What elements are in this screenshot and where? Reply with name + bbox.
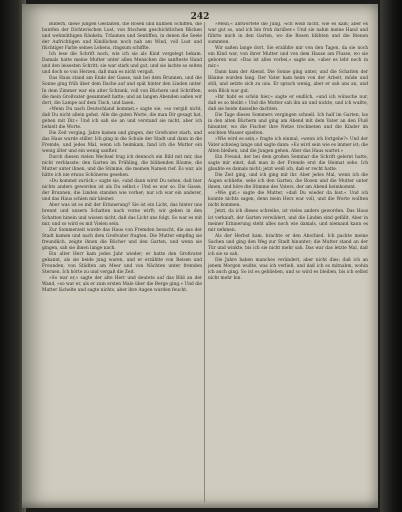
- page-bottom-shadow: [22, 500, 378, 508]
- paragraph: »Wenn Du nach Deutschland kommst,« sagte sie, »so vergiß nicht, daß Du nicht allein gehst. Alle die guten Worte, die man Dir gesagt hat, gehen mit Dir.« Und ich sah sie an und verstand sie nicht, aber ich behielt die Worte.: [42, 106, 202, 130]
- paragraph: Die Jahre haben manches verändert, aber nicht dies: daß ich an jenem Morgen wußte, was ich verließ, und daß ich es mitnahm, wohin ich auch ging. So ist es geblieben, und so wird es bleiben, bis ich selbst nicht mehr bin.: [208, 257, 368, 281]
- paragraph: Die Zeit ging, und ich ging mit ihr. Aber jedes Mal, wenn ich die Augen schließe, sehe ich den Garten, die Rosen und die Mutter unter ihnen, und höre die Stimme des Vaters, der am Abend heimkommt.: [208, 173, 368, 191]
- paragraph: Ein Freund, der bei dem großen Seminar die Schrift gelernt hatte, sagte mir einst, daß man in der Fremde erst die Heimat sehe. Ich glaubte es damals nicht; jetzt weiß ich, daß er recht hatte.: [208, 155, 368, 173]
- paragraph: Aber was ist es mit der Erinnerung? Sie ist ein Licht, das hinter uns brennt und unsern Schatten nach vorne wirft; wir gehen in den Schatten hinein und wissen nicht, daß das Licht uns folgt. So war es mit mir, und so wird es mit Vielen sein.: [42, 203, 202, 227]
- paragraph: Jetzt, da ich dieses schreibe, ist vieles anders geworden. Das Haus ist verkauft, der Garten verwildert, und die Linden sind gefällt. Aber in meiner Erinnerung steht alles noch wie damals, und niemand kann es mir nehmen.: [208, 209, 368, 233]
- paragraph: »Wie wird es sein,« fragte ich einmal, »wenn ich fortgehe?« Und der Vater schwieg lange und sagte dann: »Es wird sein wie es immer ist; die Alten bleiben, und die Jungen gehen. Aber das Haus wartet.«: [208, 136, 368, 154]
- paragraph: »Du kommst zurück,« sagte sie, »und dann wirst Du sehen, daß hier nichts anders geworden ist als Du selbst.« Und es war so. Die Gasse, der Brunnen, die Linden standen wie vorher; nur ich war ein anderer, und das Haus schien mir kleiner.: [42, 179, 202, 203]
- book-page: [22, 4, 378, 508]
- left-text-column: [42, 22, 202, 506]
- paragraph: Bildern, diese jungen Gestalten, die Rosen und kühnen Schiffen, die buntfen der Dichterischen Lust, von frischem geschichtlichen Blicken und wehmüthigen Ränkeln, Träumen und Sentiffen, in denen die Seele der Aufrichtigen und Kindlichen noch nah am Wind, voll Lust und flüchtiger Farbe seines Lebens, ringsum schiffte.: [42, 22, 202, 52]
- paragraph: »Wie gut,« sagte die Mutter, »daß Du wieder da bist.« Und ich konnte nichts sagen, denn mein Herz war voll, und die Worte wollten nicht kommen.: [208, 191, 368, 209]
- paragraph: Die Zeit verging. Jahre kamen und gingen, der Großvater starb, und das Haus wurde stiller. Ich ging in die Schule der Stadt und dann in die Fremde, und jedes Mal, wenn ich heimkam, fand ich die Mutter ein wenig älter und ein wenig sanfter.: [42, 130, 202, 154]
- book-edge-shadow: [380, 0, 402, 512]
- paragraph: Ein alter Herr kam jedes Jahr wieder; er hatte den Großvater gekannt, als sie beide jung waren, und er erzählte von Reisen und Freunden, von Städten am Meer und von Nächten unter fremden Sternen. Ich hörte zu und vergaß die Zeit.: [42, 251, 202, 275]
- paragraph: »So war er,« sagte der alte Herr und deutete auf das Bild an der Wand, »so war er, als er zum ersten Male über die Berge ging.« Und die Mutter lächelte und sagte nichts, aber ihre Augen wurden feucht.: [42, 275, 202, 294]
- paragraph: »Mein,« antwortete die Jung, »ich weiß nicht, wie es kam; aber es war gut so, und ich bin froh darüber.« Und sie nahm meine Hand und führte mich in den Garten, wo die Rosen blühten und die Bienen summten.: [208, 22, 368, 46]
- paragraph: Ich lese die Schrift noch, wie ich sie als Kind vorgelegt bekam. Damals hatte meine Mutter unter allen Menschen die sanfteste Hand und den leisesten Schritt; sie war stark und gut, und sie lachte so selten und doch so von Herzen, daß man es nicht vergaß.: [42, 52, 202, 76]
- paragraph: »Ihr habt es schön hier,« sagte er endlich, »und ich wünsche nur, daß es so bleibt.« Und die Mutter sah ihn an und nickte, und ich wußte, daß sie beide dasselbe dachten.: [208, 94, 368, 112]
- paragraph: Die Tage dieses Sommers vergingen schnell. Ich half im Garten, las in den alten Büchern und ging am Abend mit dem Vater an den Fluß hinunter, wo die Fischer ihre Netze trockneten und die Kinder im seichten Wasser spielten.: [208, 112, 368, 136]
- paragraph: Dann kam der Abend. Die Sonne ging unter, und die Schatten der Bäume wurden lang. Der Vater kam heim von der Arbeit, müde und still, und setzte sich zu uns. Er sprach wenig, aber er sah uns an, und sein Blick war gut.: [208, 70, 368, 94]
- paragraph: Das Haus stand am Ende der Gasse, nah bei dem Brunnen, und die Sonne ging früh über dem Dache auf und spät hinter den Linden unter. In dem Zimmer war ein alter Schrank, voll von Büchern und Schriften, die mein Großvater gesammelt hatte; und an langen Abenden saßen wir dort, die Lampe auf dem Tisch, und lasen.: [42, 76, 202, 106]
- page-number: 242: [190, 12, 210, 22]
- paragraph: Als der Herbst kam, brachte er den Abschied. Ich packte meine Sachen und ging den Weg zur Stadt hinunter; die Mutter stand an der Tür und winkte, bis ich sie nicht mehr sah. Das war das letzte Mal, daß ich sie so sah.: [208, 233, 368, 257]
- paragraph: Zur Sommerzeit wurde das Haus von Fremden besucht, die aus der Stadt kamen und nach dem Großvater fragten. Die Mutter empfing sie freundlich, zeigte ihnen die Bücher und den Garten, und wenn sie gingen, sah sie ihnen lange nach.: [42, 227, 202, 251]
- right-text-column: [208, 22, 368, 506]
- paragraph: Durch diesen vielen Wechsel trug ich dennoch ein Bild mit mir, das nicht verblasste: den Garten im Frühling, die blühenden Bäume, die Mutter unter ihnen, und die Stimme, die meinen Namen rief. Es war, als hätte ich nie etwas Schöneres gesehen.: [42, 155, 202, 179]
- column-divider: [204, 22, 205, 502]
- paragraph: Wir saßen lange dort. Sie erzählte mir von den Tagen, da sie noch ein Kind war, von ihrer Mutter und von dem Hause am Flusse, wo sie geboren war. »Das ist alles vorbei,« sagte sie, »aber es lebt noch in mir.«: [208, 46, 368, 70]
